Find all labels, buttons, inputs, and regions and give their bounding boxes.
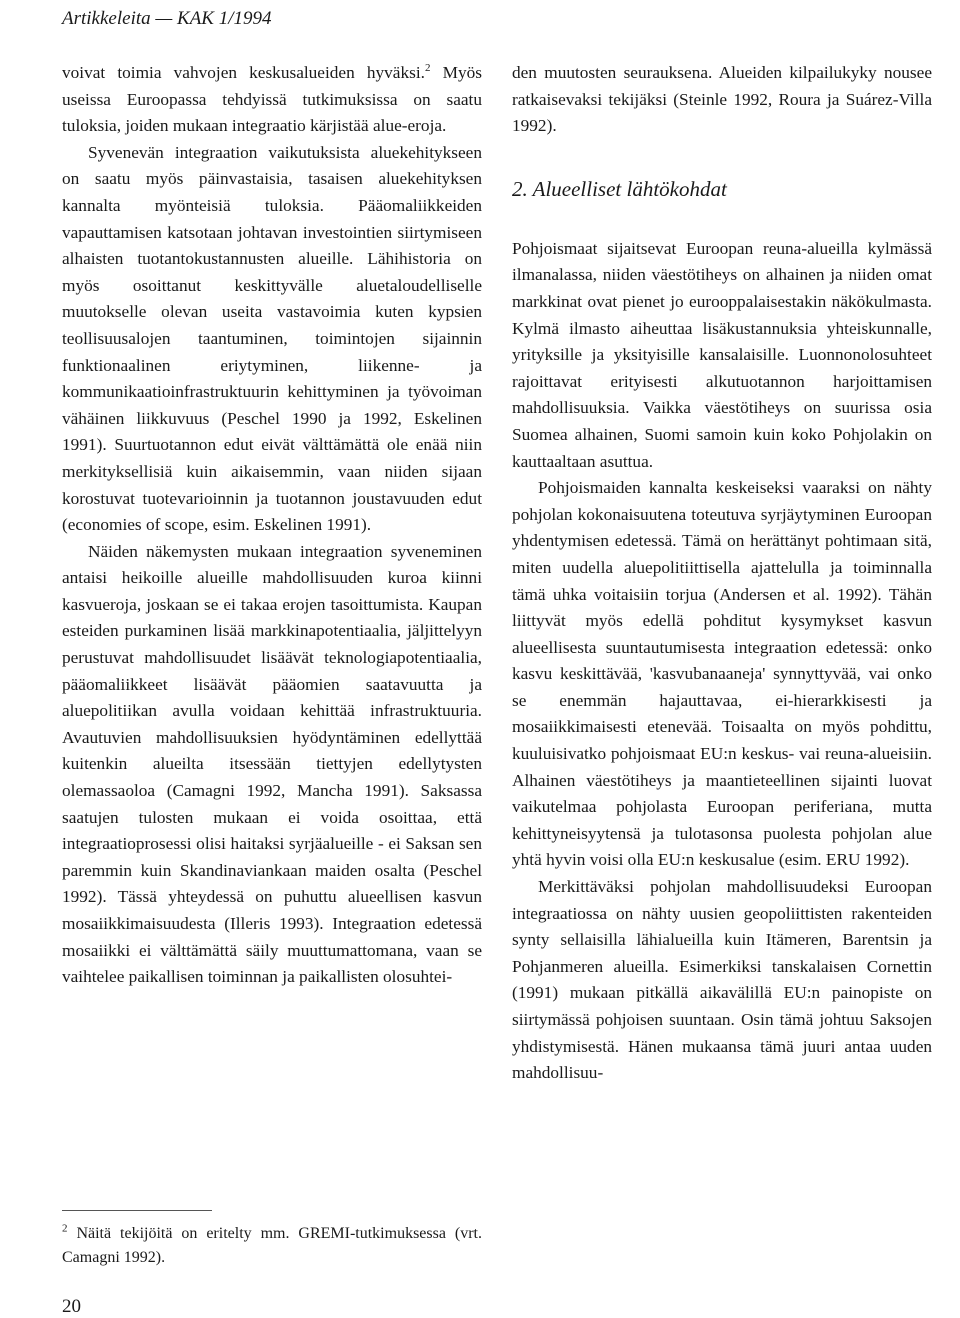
footnote-divider [62, 1210, 212, 1211]
running-header: Artikkeleita — KAK 1/1994 [62, 8, 272, 29]
section-heading: 2. Alueelliset lähtökohdat [512, 176, 727, 201]
left-column [62, 60, 482, 991]
paragraph: Pohjoismaiden kannalta keskeiseksi vaaraksi on nähty pohjolan kokonaisuutena toteutuva syrjäytyminen Euroopan yhdentymisen edetessä. Tämä on herättänyt pohtimaan sitä, miten uudella aluepolitiittisella ajattelulla ja toiminnalla tämä uhka voitaisiin torjua (Andersen et al. 1992). Tähän liittyvät myös edellä pohditut kysymykset kasvun alueellisesta suuntautumisesta integraation edetessä: onko kasvu keskittävää, 'kasvubanaaneja' synnyttyvää, vai onko se enemmän hajauttavaa, ei-hierarkkisesti ja mosaiikkimaisesti etenevää. Toisaalta on myös pohdittu, kuuluisivatko pohjoismaat EU:n keskus- vai reuna-alueisiin. Alhainen väestötiheys ja maantieteellinen sijainti luovat vaikutelmaa pohjolasta Euroopan periferiana, mutta kehittyneisyytensä ja tulotasonsa puolesta pohjolan alue yhtä hyvin voisi olla EU:n keskusalue (esim. ERU 1992). [512, 478, 932, 870]
page-number: 20 [62, 1296, 81, 1317]
paragraph-text: voivat toimia vahvojen keskusalueiden hyväksi. [62, 63, 425, 82]
paragraph: Merkittäväksi pohjolan mahdollisuudeksi Euroopan integraatiossa on nähty uusien geopoliittisten rakenteiden synty sellaisilla lähialueilla kuin Itämeren, Barentsin ja Pohjanmeren alueilla. Esimerkiksi tanskalaisen Cornettin (1991) mukaan pitkällä aikavälillä EU:n painopiste on siirtymässä pohjoisen suuntaan. Osin tämä johtuu Saksojen yhdistymisestä. Hänen mukaansa tämä juuri antaa uuden mahdollisuu- [512, 877, 932, 1083]
paragraph [62, 60, 482, 140]
paragraph-text: Myös useissa Euroopassa tehdyissä tutkimuksissa on saatu tuloksia, joiden mukaan integraatio kärjistää alue-eroja. [62, 63, 482, 136]
paragraph: Näiden näkemysten mukaan integraation syveneminen antaisi heikoille alueille mahdollisuuden kuroa kiinni kasvueroja, joskaan se ei takaa erojen tasoittumista. Kaupan esteiden purkaminen lisää markkinapotentiaalia, jäljittelyyn perustuvat mahdollisuudet lisäävät teknologiapotentiaalia, pääomaliikkeet lisäävät pääomien saatavuutta ja aluepolitiikan avulla voidaan kehittää infrastruktuuria. Avautuvien mahdollisuuksien hyödyntäminen edellyttää kuitenkin alueilta itsessään tiettyjen edellytysten olemassaoloa (Camagni 1992, Mancha 1991). Saksassa saatujen tulosten mukaan ei voida osoittaa, että integraatioprosessi olisi haitaksi syrjäalueille - ei Saksan sen paremmin kuin Skandinaviankaan maiden osalta (Peschel 1992). Tässä yhteydessä on puhuttu alueellisen kasvun mosaiikkimaisuudesta (Illeris 1993). Integraation edetessä mosaiikki ei välttämättä säily muuttumattomana, vaan se vaihtelee paikallisen toiminnan ja paikallisten olosuhtei- [62, 541, 482, 987]
footnote-marker: 2 [62, 1222, 68, 1235]
footnote-ref: 2 [424, 62, 431, 75]
footnote-text: Näitä tekijöitä on eritelty mm. GREMI-tutkimuksessa (vrt. Camagni 1992). [62, 1225, 482, 1266]
paragraph: den muutosten seurauksena. Alueiden kilpailukyky nousee ratkaisevaksi tekijäksi (Steinle 1992, Roura ja Suárez-Villa 1992). [512, 63, 932, 136]
right-column [512, 60, 932, 1087]
paragraph: Pohjoismaat sijaitsevat Euroopan reuna-alueilla kylmässä ilmanalassa, niiden väestötiheys on alhainen ja niiden omat markkinat ovat pienet jo eurooppalaisestakin näkökulmasta. Kylmä ilmasto aiheuttaa lisäkustannuksia yhteiskunnalle, yrityksille ja yksityisille kansalaisille. Luonnonolosuhteet rajoittavat erityisesti alkutuotannon harjoittamisen mahdollisuuksia. Vaikka väestötiheys on suurissa osia Suomea alhainen, Suomi samoin kuin koko Pohjolakin on kauttaaltaan asuttua. [512, 238, 932, 471]
footnote [62, 1222, 482, 1270]
paragraph: Syvenevän integraation vaikutuksista aluekehitykseen on saatu myös päinvastaisia, tasaisen aluekehityksen kannalta myönteisiä tuloksia. Pääomaliikkeiden vapauttamisen katsotaan johtavan investointien siirtymiseen alhaisten tuotantokustannusten alueille. Lähihistoria on myös osoittanut keskittyvälle aluetaloudelliselle muutokselle olevan useita vastavoimia kuten kypsien teollisuusalojen taantuminen, toimintojen sijainnin funktionaalinen eriytyminen, liikenne- ja kommunikaatioinfrastruktuurin kehittyminen ja työvoiman vähäinen liikkuvuus (Peschel 1990 ja 1992, Eskelinen 1991). Suurtuotannon edut eivät välttämättä ole enää niin merkityksellisiä kuin aikaisemmin, vaan niiden sijaan korostuvat tuotevarioinnin ja tuotannon joustavuuden edut (economies of scope, esim. Eskelinen 1991). [62, 142, 482, 535]
